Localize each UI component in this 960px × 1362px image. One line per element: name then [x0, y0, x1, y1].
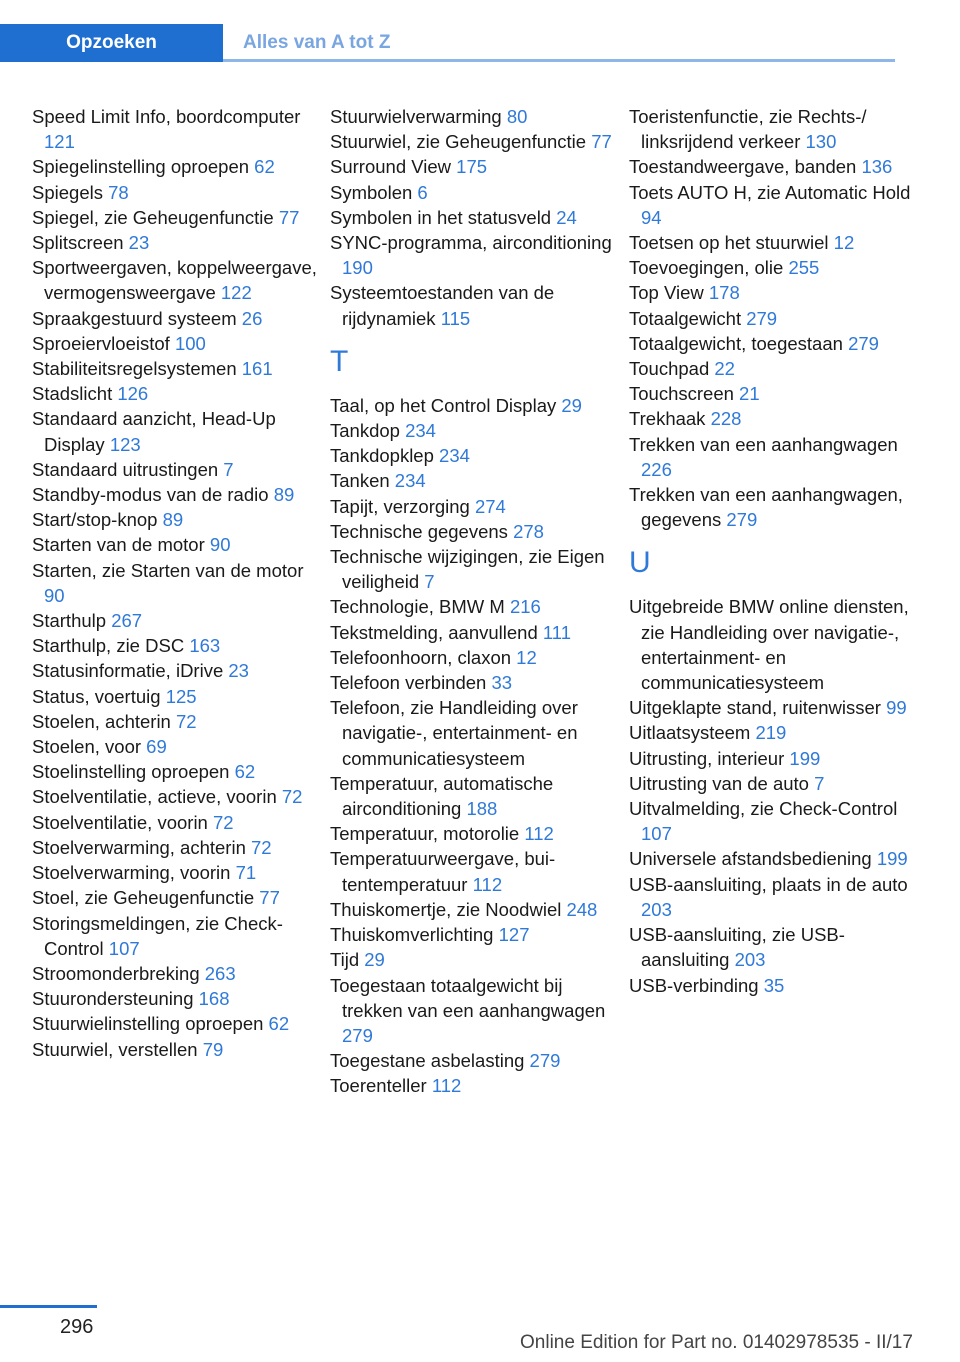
index-entry-term: Tanken	[330, 470, 390, 492]
index-entry	[629, 973, 919, 998]
index-entry	[629, 594, 919, 695]
tab-opzoeken[interactable]: Opzoeken	[0, 24, 223, 62]
index-entry-page-link[interactable]: 23	[128, 232, 150, 254]
index-entry	[629, 230, 919, 255]
index-entry-page-link[interactable]: 89	[162, 509, 184, 531]
index-entry-page-link[interactable]: 12	[833, 232, 855, 254]
index-entry-page-link[interactable]: 178	[708, 282, 740, 304]
section-letter: T	[330, 344, 349, 378]
index-entry-term: Stuurwiel, verstellen	[32, 1038, 198, 1060]
index-entry-term: Thuiskomertje, zie Noodwiel	[330, 898, 562, 920]
index-entry-term: USB-aansluiting, zie USB-aansluiting	[629, 924, 845, 971]
index-entry-term: Trekken van een aanhangwagen	[629, 433, 898, 455]
index-entry-page-link[interactable]: 199	[876, 848, 908, 870]
index-entry-page-link[interactable]: 163	[189, 635, 221, 657]
index-entry	[32, 608, 317, 633]
index-entry-term: Stoelen, achterin	[32, 710, 171, 732]
index-entry	[32, 684, 317, 709]
index-entry-page-link[interactable]: 216	[509, 596, 541, 618]
index-entry	[32, 633, 317, 658]
index-entry-term: Tijd	[330, 949, 360, 971]
index-entry-page-link[interactable]: 274	[474, 495, 506, 517]
index-entry-term: Symbolen in het statusveld	[330, 206, 552, 228]
index-entry	[330, 443, 615, 468]
index-entry-term: Starten van de motor	[32, 534, 205, 556]
index-entry-page-link[interactable]: 89	[273, 484, 295, 506]
index-entry-term: Totaalgewicht, toegestaan	[629, 332, 843, 354]
index-entry	[330, 280, 615, 330]
index-entry	[32, 784, 317, 809]
index-entry-term: Systeemtoestanden van de rijdynamiek	[330, 282, 555, 329]
index-entry	[32, 860, 317, 885]
index-entry	[32, 986, 317, 1011]
index-entry	[629, 746, 919, 771]
index-entry-term: Speed Limit Info, boordcomputer	[32, 106, 301, 127]
index-entry-term: Temperatuurweergave, buitentemperatuur	[330, 848, 556, 895]
index-entry-page-link[interactable]: 7	[424, 571, 435, 593]
page-number-rule	[0, 1305, 97, 1308]
index-entry	[330, 645, 615, 670]
tab-underline	[223, 59, 895, 62]
index-entry-page-link[interactable]: 24	[556, 206, 577, 228]
index-entry-term: Toevoegingen, olie	[629, 257, 784, 279]
index-entry	[330, 544, 615, 594]
index-entry	[330, 947, 615, 972]
index-entry-page-link[interactable]: 12	[516, 646, 537, 668]
index-entry-term: Standaard aanzicht, Head-Up Display	[32, 408, 276, 455]
index-entry	[330, 620, 615, 645]
index-entry	[32, 759, 317, 784]
index-entry	[629, 381, 919, 406]
index-entry-term: Telefoon, zie Handleiding over navigatie-, entertainment- en communicatiesysteem	[330, 697, 578, 769]
index-entry	[32, 507, 317, 532]
index-entry-page-link[interactable]: 278	[513, 520, 544, 542]
index-entry	[330, 468, 615, 493]
index-entry-page-link[interactable]: 72	[251, 836, 272, 858]
index-entry-term: USB-verbinding	[629, 974, 759, 996]
index-entry	[32, 381, 317, 406]
index-entry-term: Toegestane asbelasting	[330, 1050, 525, 1072]
index-entry-term: Toetsen op het stuurwiel	[629, 232, 829, 254]
index-entry	[330, 897, 615, 922]
index-entry-term: Taal, op het Control Display	[330, 394, 557, 416]
index-column-3	[629, 104, 919, 998]
index-entry-page-link[interactable]: 90	[44, 584, 65, 606]
index-entry-page-link[interactable]: 219	[755, 722, 787, 744]
index-entry	[32, 255, 317, 305]
index-entry-page-link[interactable]: 77	[259, 887, 280, 909]
index-entry	[32, 961, 317, 986]
index-entry-term: Surround View	[330, 156, 452, 178]
tab-alles-van-a-tot-z[interactable]: Alles van A tot Z	[243, 32, 391, 53]
index-entry-page-link[interactable]: 99	[886, 697, 907, 719]
index-entry-page-link[interactable]: 111	[542, 621, 572, 643]
index-entry	[629, 796, 919, 846]
index-entry-page-link[interactable]: 62	[268, 1013, 290, 1035]
index-entry	[629, 356, 919, 381]
index-entry-page-link[interactable]: 188	[466, 798, 498, 820]
index-entry-term: Tankdopklep	[330, 445, 434, 467]
index-entry-term: Universele afstandsbediening	[629, 848, 872, 870]
index-entry-page-link[interactable]: 6	[417, 181, 428, 203]
index-entry-term: Stuurwielverwarming	[330, 106, 502, 127]
index-entry-term: Temperatuur, motorolie	[330, 823, 520, 845]
index-entry-page-link[interactable]: 71	[235, 862, 257, 884]
index-entry	[32, 835, 317, 860]
index-entry	[330, 670, 615, 695]
index-entry	[330, 1048, 615, 1073]
index-entry	[629, 331, 919, 356]
index-entry-term: Uitgebreide BMW online diensten, zie Handleiding over navigatie-, entertainment- en communicatiesysteem	[629, 596, 909, 694]
index-entry-page-link[interactable]: 161	[241, 358, 273, 380]
index-entry-term: Statusinformatie, iDrive	[32, 660, 224, 682]
index-entry-page-link[interactable]: 115	[440, 307, 471, 329]
index-entry	[32, 482, 317, 507]
index-entry-page-link[interactable]: 190	[342, 257, 373, 279]
index-entry-page-link[interactable]: 33	[491, 672, 513, 694]
index-entry	[32, 230, 317, 255]
index-entry	[330, 846, 615, 896]
index-entry	[330, 104, 615, 129]
index-entry	[629, 432, 919, 482]
index-entry-page-link[interactable]: 100	[174, 332, 206, 354]
index-entry	[32, 154, 317, 179]
index-entry-term: Uitrusting, interieur	[629, 747, 785, 769]
index-entry	[629, 180, 919, 230]
index-entry-term: Uitgeklapte stand, ruitenwisser	[629, 697, 881, 719]
index-entry	[629, 255, 919, 280]
index-entry	[330, 418, 615, 443]
index-entry-term: Toestandweergave, banden	[629, 156, 857, 178]
index-entry	[32, 356, 317, 381]
index-entry-term: Sproeiervloeistof	[32, 332, 170, 354]
index-entry-term: Toerenteller	[330, 1075, 427, 1097]
index-entry-term: Spiegels	[32, 181, 103, 203]
header-tabs	[0, 24, 895, 62]
index-entry-page-link[interactable]: 136	[861, 156, 893, 178]
index-entry	[330, 230, 615, 280]
index-entry	[330, 519, 615, 544]
index-entry	[32, 1037, 317, 1062]
index-entry	[32, 457, 317, 482]
index-entry-page-link[interactable]: 90	[209, 534, 231, 556]
index-entry	[32, 1011, 317, 1036]
index-entry	[32, 331, 317, 356]
index-entry-term: Stabiliteitsregelsystemen	[32, 358, 237, 380]
index-entry	[32, 709, 317, 734]
index-entry-term: Storingsmeldingen, zie Check-Control	[32, 912, 283, 959]
index-entry-term: Stuurondersteuning	[32, 988, 194, 1010]
index-entry-term: Stuurwiel, zie Geheugenfunctie	[330, 131, 587, 153]
index-entry-term: Sportweergaven, koppelweergave, vermogensweergave	[32, 257, 317, 304]
index-entry-page-link[interactable]: 62	[234, 761, 256, 783]
index-entry	[330, 922, 615, 947]
index-column-2	[330, 104, 615, 1099]
index-entry-page-link[interactable]: 35	[763, 974, 785, 996]
index-entry	[629, 104, 919, 154]
index-entry-term: Trekhaak	[629, 408, 706, 430]
index-entry-page-link[interactable]: 126	[117, 383, 149, 405]
index-entry-page-link[interactable]: 234	[439, 445, 470, 467]
index-entry-page-link[interactable]: 29	[561, 394, 582, 416]
index-entry-page-link[interactable]: 112	[431, 1075, 462, 1097]
index-entry-term: Temperatuur, automatische airconditioning	[330, 772, 554, 820]
index-entry-term: USB-aansluiting, plaats in de auto	[629, 873, 908, 895]
index-entry	[32, 406, 317, 456]
index-entry-page-link[interactable]: 123	[109, 433, 141, 455]
index-entry	[629, 922, 919, 972]
index-entry-term: Telefoon verbinden	[330, 672, 487, 694]
index-entry	[32, 911, 317, 961]
index-entry-term: Technische wijzigingen, zie Eigen veiligheid	[330, 546, 605, 593]
index-entry	[330, 180, 615, 205]
index-entry-term: Stoel, zie Geheugenfunctie	[32, 887, 255, 909]
index-entry-term: Stoelventilatie, actieve, voorin	[32, 786, 277, 808]
edition-footer: Online Edition for Part no. 01402978535 - II/17	[520, 1332, 913, 1353]
index-entry-page-link[interactable]: 203	[641, 898, 672, 920]
index-entry-page-link[interactable]: 279	[746, 307, 778, 329]
index-entry-page-link[interactable]: 21	[739, 383, 760, 405]
index-entry-page-link[interactable]: 168	[198, 988, 230, 1010]
index-entry-term: Stoelverwarming, achterin	[32, 836, 246, 858]
index-entry-page-link[interactable]: 228	[710, 408, 742, 430]
index-entry-term: Touchscreen	[629, 383, 734, 405]
index-entry-term: Stadslicht	[32, 383, 113, 405]
index-entry	[32, 532, 317, 557]
index-entry-page-link[interactable]: 122	[220, 282, 252, 304]
index-entry-page-link[interactable]: 112	[524, 823, 554, 845]
index-entry	[32, 885, 317, 910]
index-entry-page-link[interactable]: 23	[228, 660, 249, 682]
index-entry-page-link[interactable]: 107	[108, 937, 140, 959]
index-entry-page-link[interactable]: 203	[734, 949, 766, 971]
index-entry-page-link[interactable]: 77	[591, 131, 612, 153]
index-entry-page-link[interactable]: 77	[278, 206, 300, 228]
index-entry	[32, 104, 317, 154]
index-entry	[32, 734, 317, 759]
index-entry	[330, 129, 615, 154]
index-entry-page-link[interactable]: 107	[641, 823, 672, 845]
index-entry-term: Toeristenfunctie, zie Rechts-/ linksrijdend verkeer	[629, 106, 867, 153]
index-entry-page-link[interactable]: 79	[202, 1038, 224, 1060]
index-entry	[32, 658, 317, 683]
index-entry-page-link[interactable]: 26	[241, 307, 263, 329]
index-entry-term: Uitlaatsysteem	[629, 722, 751, 744]
index-entry	[330, 594, 615, 619]
index-entry-page-link[interactable]: 127	[498, 924, 530, 946]
index-entry	[629, 720, 919, 745]
index-entry-term: Trekken van een aanhangwagen, gegevens	[629, 484, 903, 531]
index-entry-term: Stoelen, voor	[32, 736, 142, 758]
index-entry-term: SYNC-programma, airconditioning	[330, 232, 612, 254]
index-entry-page-link[interactable]: 62	[254, 156, 275, 178]
index-entry-term: Start/stop-knop	[32, 509, 158, 531]
index-entry-term: Stuurwielinstelling oproepen	[32, 1013, 264, 1035]
index-entry	[330, 771, 615, 821]
index-entry-term: Touchpad	[629, 358, 710, 380]
index-entry-term: Toegestaan totaalgewicht bij trekken van een aanhangwagen	[330, 974, 606, 1021]
index-entry	[629, 280, 919, 305]
index-entry-page-link[interactable]: 263	[204, 962, 236, 984]
index-entry-term: Spraakgestuurd systeem	[32, 307, 237, 329]
index-entry-term: Starten, zie Starten van de motor	[32, 559, 304, 581]
index-entry	[330, 973, 615, 1049]
page-number: 296	[60, 1316, 94, 1338]
index-entry-page-link[interactable]: 226	[641, 458, 672, 480]
index-entry	[629, 846, 919, 871]
index-entry	[32, 558, 317, 608]
index-entry	[330, 393, 615, 418]
index-entry	[629, 872, 919, 922]
index-entry-term: Splitscreen	[32, 232, 124, 254]
index-entry	[330, 494, 615, 519]
index-entry-term: Tankdop	[330, 420, 400, 442]
index-entry-page-link[interactable]: 7	[223, 458, 234, 480]
index-entry	[330, 205, 615, 230]
index-entry-term: Spiegelinstelling oproepen	[32, 156, 250, 178]
index-entry	[629, 306, 919, 331]
index-entry-term: Status, voertuig	[32, 685, 161, 707]
index-entry-term: Telefoonhoorn, claxon	[330, 646, 512, 668]
index-entry-term: Starthulp, zie DSC	[32, 635, 185, 657]
index-entry	[629, 771, 919, 796]
index-entry-page-link[interactable]: 22	[714, 358, 735, 380]
index-entry-term: Totaalgewicht	[629, 307, 742, 329]
index-entry-term: Spiegel, zie Geheugenfunctie	[32, 206, 274, 228]
index-entry-page-link[interactable]: 72	[213, 811, 234, 833]
index-entry-page-link[interactable]: 279	[726, 509, 758, 531]
index-entry-page-link[interactable]: 279	[848, 332, 879, 354]
index-entry-page-link[interactable]: 199	[789, 747, 821, 769]
index-entry-page-link[interactable]: 112	[472, 873, 503, 895]
index-entry-page-link[interactable]: 29	[364, 949, 385, 971]
index-entry-page-link[interactable]: 94	[641, 206, 662, 228]
index-entry-page-link[interactable]: 121	[44, 131, 75, 153]
index-entry-term: Thuiskomverlichting	[330, 924, 494, 946]
index-entry	[629, 482, 919, 532]
index-entry-term: Technische gegevens	[330, 520, 508, 542]
index-entry	[330, 1073, 615, 1098]
index-column-1	[32, 104, 317, 1062]
index-entry-page-link[interactable]: 248	[566, 898, 598, 920]
index-entry-term: Stoelinstelling oproepen	[32, 761, 230, 783]
index-entry	[330, 154, 615, 179]
index-entry	[32, 205, 317, 230]
index-entry-page-link[interactable]: 267	[111, 610, 143, 632]
index-entry-page-link[interactable]: 125	[165, 685, 197, 707]
index-entry-term: Uitrusting van de auto	[629, 772, 809, 794]
index-entry-term: Stroomonderbreking	[32, 962, 200, 984]
index-entry-term: Toets AUTO H, zie Automatic Hold	[629, 181, 911, 203]
index-entry-term: Uitvalmelding, zie Check-Control	[629, 798, 898, 820]
index-entry-term: Tapijt, verzorging	[330, 495, 470, 517]
index-entry-page-link[interactable]: 279	[529, 1050, 561, 1072]
index-entry	[32, 810, 317, 835]
index-entry	[330, 821, 615, 846]
index-entry-page-link[interactable]: 255	[788, 257, 820, 279]
index-entry-term: Starthulp	[32, 610, 107, 632]
index-entry-page-link[interactable]: 234	[394, 470, 426, 492]
index-entry-page-link[interactable]: 72	[281, 786, 303, 808]
index-entry-page-link[interactable]: 279	[342, 1024, 373, 1046]
index-entry-page-link[interactable]: 130	[805, 131, 837, 153]
index-entry-term: Top View	[629, 282, 704, 304]
index-entry-term: Symbolen	[330, 181, 413, 203]
index-entry-term: Standaard uitrustingen	[32, 458, 219, 480]
index-entry	[629, 406, 919, 431]
index-entry-page-link[interactable]: 80	[506, 106, 528, 127]
index-entry-term: Standby-modus van de radio	[32, 484, 269, 506]
index-entry	[629, 154, 919, 179]
index-entry-page-link[interactable]: 69	[146, 736, 167, 758]
index-entry	[32, 180, 317, 205]
index-entry-term: Tekstmelding, aanvullend	[330, 621, 538, 643]
index-entry	[629, 695, 919, 720]
index-entry-page-link[interactable]: 234	[405, 420, 436, 442]
index-entry-page-link[interactable]: 72	[175, 710, 197, 732]
section-letter: U	[629, 546, 651, 580]
index-entry-page-link[interactable]: 175	[456, 156, 488, 178]
index-entry	[32, 306, 317, 331]
index-entry-term: Technologie, BMW M	[330, 596, 505, 618]
index-entry-term: Stoelverwarming, voorin	[32, 862, 231, 884]
index-entry-page-link[interactable]: 78	[108, 181, 129, 203]
index-entry-term: Stoelventilatie, voorin	[32, 811, 208, 833]
index-entry-page-link[interactable]: 7	[814, 772, 825, 794]
index-entry	[330, 695, 615, 771]
